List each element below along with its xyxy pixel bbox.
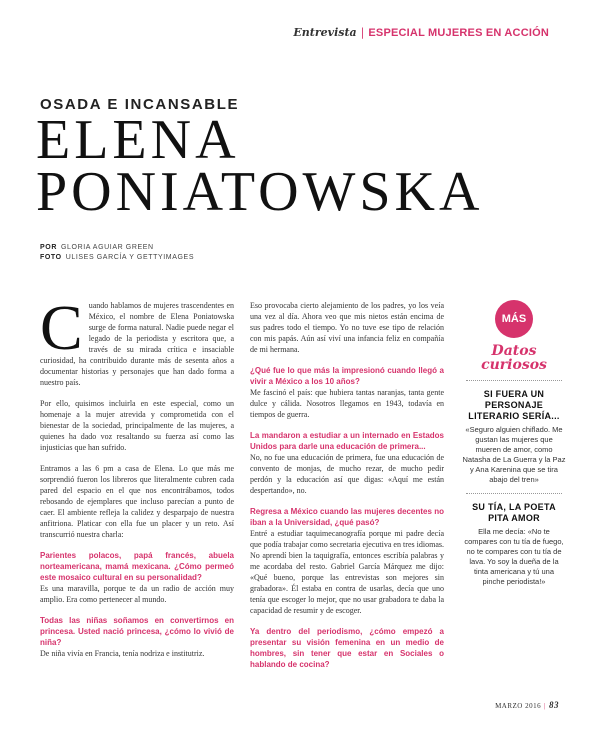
section-name: Entrevista	[293, 26, 357, 39]
column-1	[40, 292, 234, 669]
divider	[466, 380, 562, 381]
answer: De niña vivía en Francia, tenía nodriza e institutriz.	[40, 649, 205, 658]
question: Ya dentro del periodismo, ¿cómo empezó a presentar su visión femenina en un medio de hombres, sin tener que estar en Sociales o hablando de cocina?	[250, 627, 444, 669]
section-header	[293, 26, 549, 39]
photo-credit: ULISES GARCÍA Y GETTYIMAGES	[65, 254, 195, 261]
header-separator: |	[360, 26, 365, 39]
credits	[40, 243, 194, 263]
kicker: OSADA E INCANSABLE	[40, 96, 240, 113]
sidebar-heading: SU TÍA, LA POETA PITA AMOR	[472, 502, 556, 523]
qa-block	[250, 365, 444, 420]
column-2	[250, 300, 444, 680]
intro-paragraph: Cuando hablamos de mujeres trascendentes en México, el nombre de Elena Poniatowska surge de forma natural. Nadie puede negar el legado de la periodista y escritora que, a través de su mirada crítica e insaciable curiosidad, ha contribuido durante más de sesenta años a documentar historias y personajes que han dado forma a nuestro país.	[40, 292, 234, 387]
issue-date: MARZO 2016	[495, 702, 542, 710]
paragraph: Por ello, quisimos incluirla en este especial, como un homenaje a la mujer atrevida y comprometida con el bienestar de la sociedad, principalmente de las mujeres, a quienes ha dado voz resaltando su fuerza así como las injusticias que han sufrido.	[40, 399, 234, 452]
article-title	[36, 109, 484, 223]
question: Todas las niñas soñamos en convertirnos en princesa. Usted nació princesa, ¿cómo lo vivió de niña?	[40, 616, 234, 647]
foto-label: FOTO	[40, 254, 62, 261]
drop-cap: C	[40, 292, 83, 363]
qa-block	[40, 550, 234, 605]
question: Regresa a México cuando las mujeres decentes no iban a la Universidad, ¿qué pasó?	[250, 507, 444, 527]
page-number: 83	[549, 700, 559, 710]
sidebar-text: Ella me decía: «No te compares con tu tía de fuego, no te compares con tu tía de lava. Yo soy la dueña de la tinta americana y tú una pinche periodista!»	[464, 527, 564, 586]
question: ¿Qué fue lo que más la impresionó cuando llegó a vivir a México a los 10 años?	[250, 366, 444, 386]
author: GLORIA AGUIAR GREEN	[60, 244, 154, 251]
title-line-2: PONIATOWSKA	[36, 161, 484, 223]
qa-block	[250, 626, 444, 670]
paragraph: Eso provocaba cierto alejamiento de los padres, yo los veía una vez al día. Ahora veo que mis nietos están encima de sus padres todo el tiempo. Yo no tuve ese tipo de relación con mis papás. Aún así viví una infancia feliz en compañía de mi hermana.	[250, 301, 444, 354]
section-topic: ESPECIAL MUJERES EN ACCIÓN	[368, 27, 549, 39]
divider	[466, 493, 562, 494]
title-line-1: ELENA	[36, 109, 240, 171]
question: Parientes polacos, papá francés, abuela norteamericana, mamá mexicana. ¿Cómo permeó este mosaico cultural en su personalidad?	[40, 551, 234, 582]
sidebar-text: «Seguro alguien chiflado. Me gustan las mujeres que mueren de amor, como Natasha de La Guerra y la Paz y Ana Karenina que se tira abajo del tren»	[462, 425, 566, 484]
page-footer	[495, 700, 559, 710]
answer: Me fascinó el país: que hubiera tantas naranjas, tanta gente dulce y cálida. Nosotros llegamos en 1943, todavía en tiempos de guerra.	[250, 388, 444, 419]
answer: No, no fue una educación de primera, fue una educación de convento de monjas, de mucho rezar, de mucho pedir perdón y la educación así que digas: «Aquí me están despertando», no.	[250, 453, 444, 495]
por-label: POR	[40, 244, 57, 251]
question: La mandaron a estudiar a un internado en Estados Unidos para darle una educación de primera...	[250, 431, 444, 451]
qa-block	[250, 430, 444, 496]
paragraph: Entramos a las 6 pm a casa de Elena. Lo que más me sorprendió fueron los libreros que literalmente cubren cada pared del espacio en el que nos encontrábamos, todos rebosando de ejemplares que incluso parecían a punto de caer. El ambiente refleja la calidez y desparpajo de nuestra anfitriona. Platicar con ella fue un placer y un reto. Así transcurrió nuestra charla:	[40, 464, 234, 539]
qa-block	[250, 506, 444, 616]
qa-block	[40, 615, 234, 659]
answer: Entré a estudiar taquimecanografía porque mi padre decía que podía trabajar como secretaria ejecutiva en tres idiomas. No aprendí bien la taquigrafía, entonces escribía palabras y me acordaba del resto. Gabriel García Márquez me dijo: «Qué bueno, porque las entrevistas son mejores sin grabadora». Él estaba en contra de usarlas, decía que uno tenía que escoger lo mejor, que no usar grabadora te daba la capacidad de resumir y de escoger.	[250, 529, 444, 615]
answer: Es una maravilla, porque te da un radio de acción muy amplio. Era como pertenecer al mundo.	[40, 584, 234, 604]
sidebar-datos-curiosos	[462, 300, 566, 587]
sidebar-title: Datos curiosos	[481, 343, 547, 373]
sidebar-heading: SI FUERA UN PERSONAJE LITERARIO SERÍA...	[468, 389, 560, 421]
footer-separator: |	[544, 702, 546, 710]
mas-badge: MÁS	[495, 300, 533, 338]
